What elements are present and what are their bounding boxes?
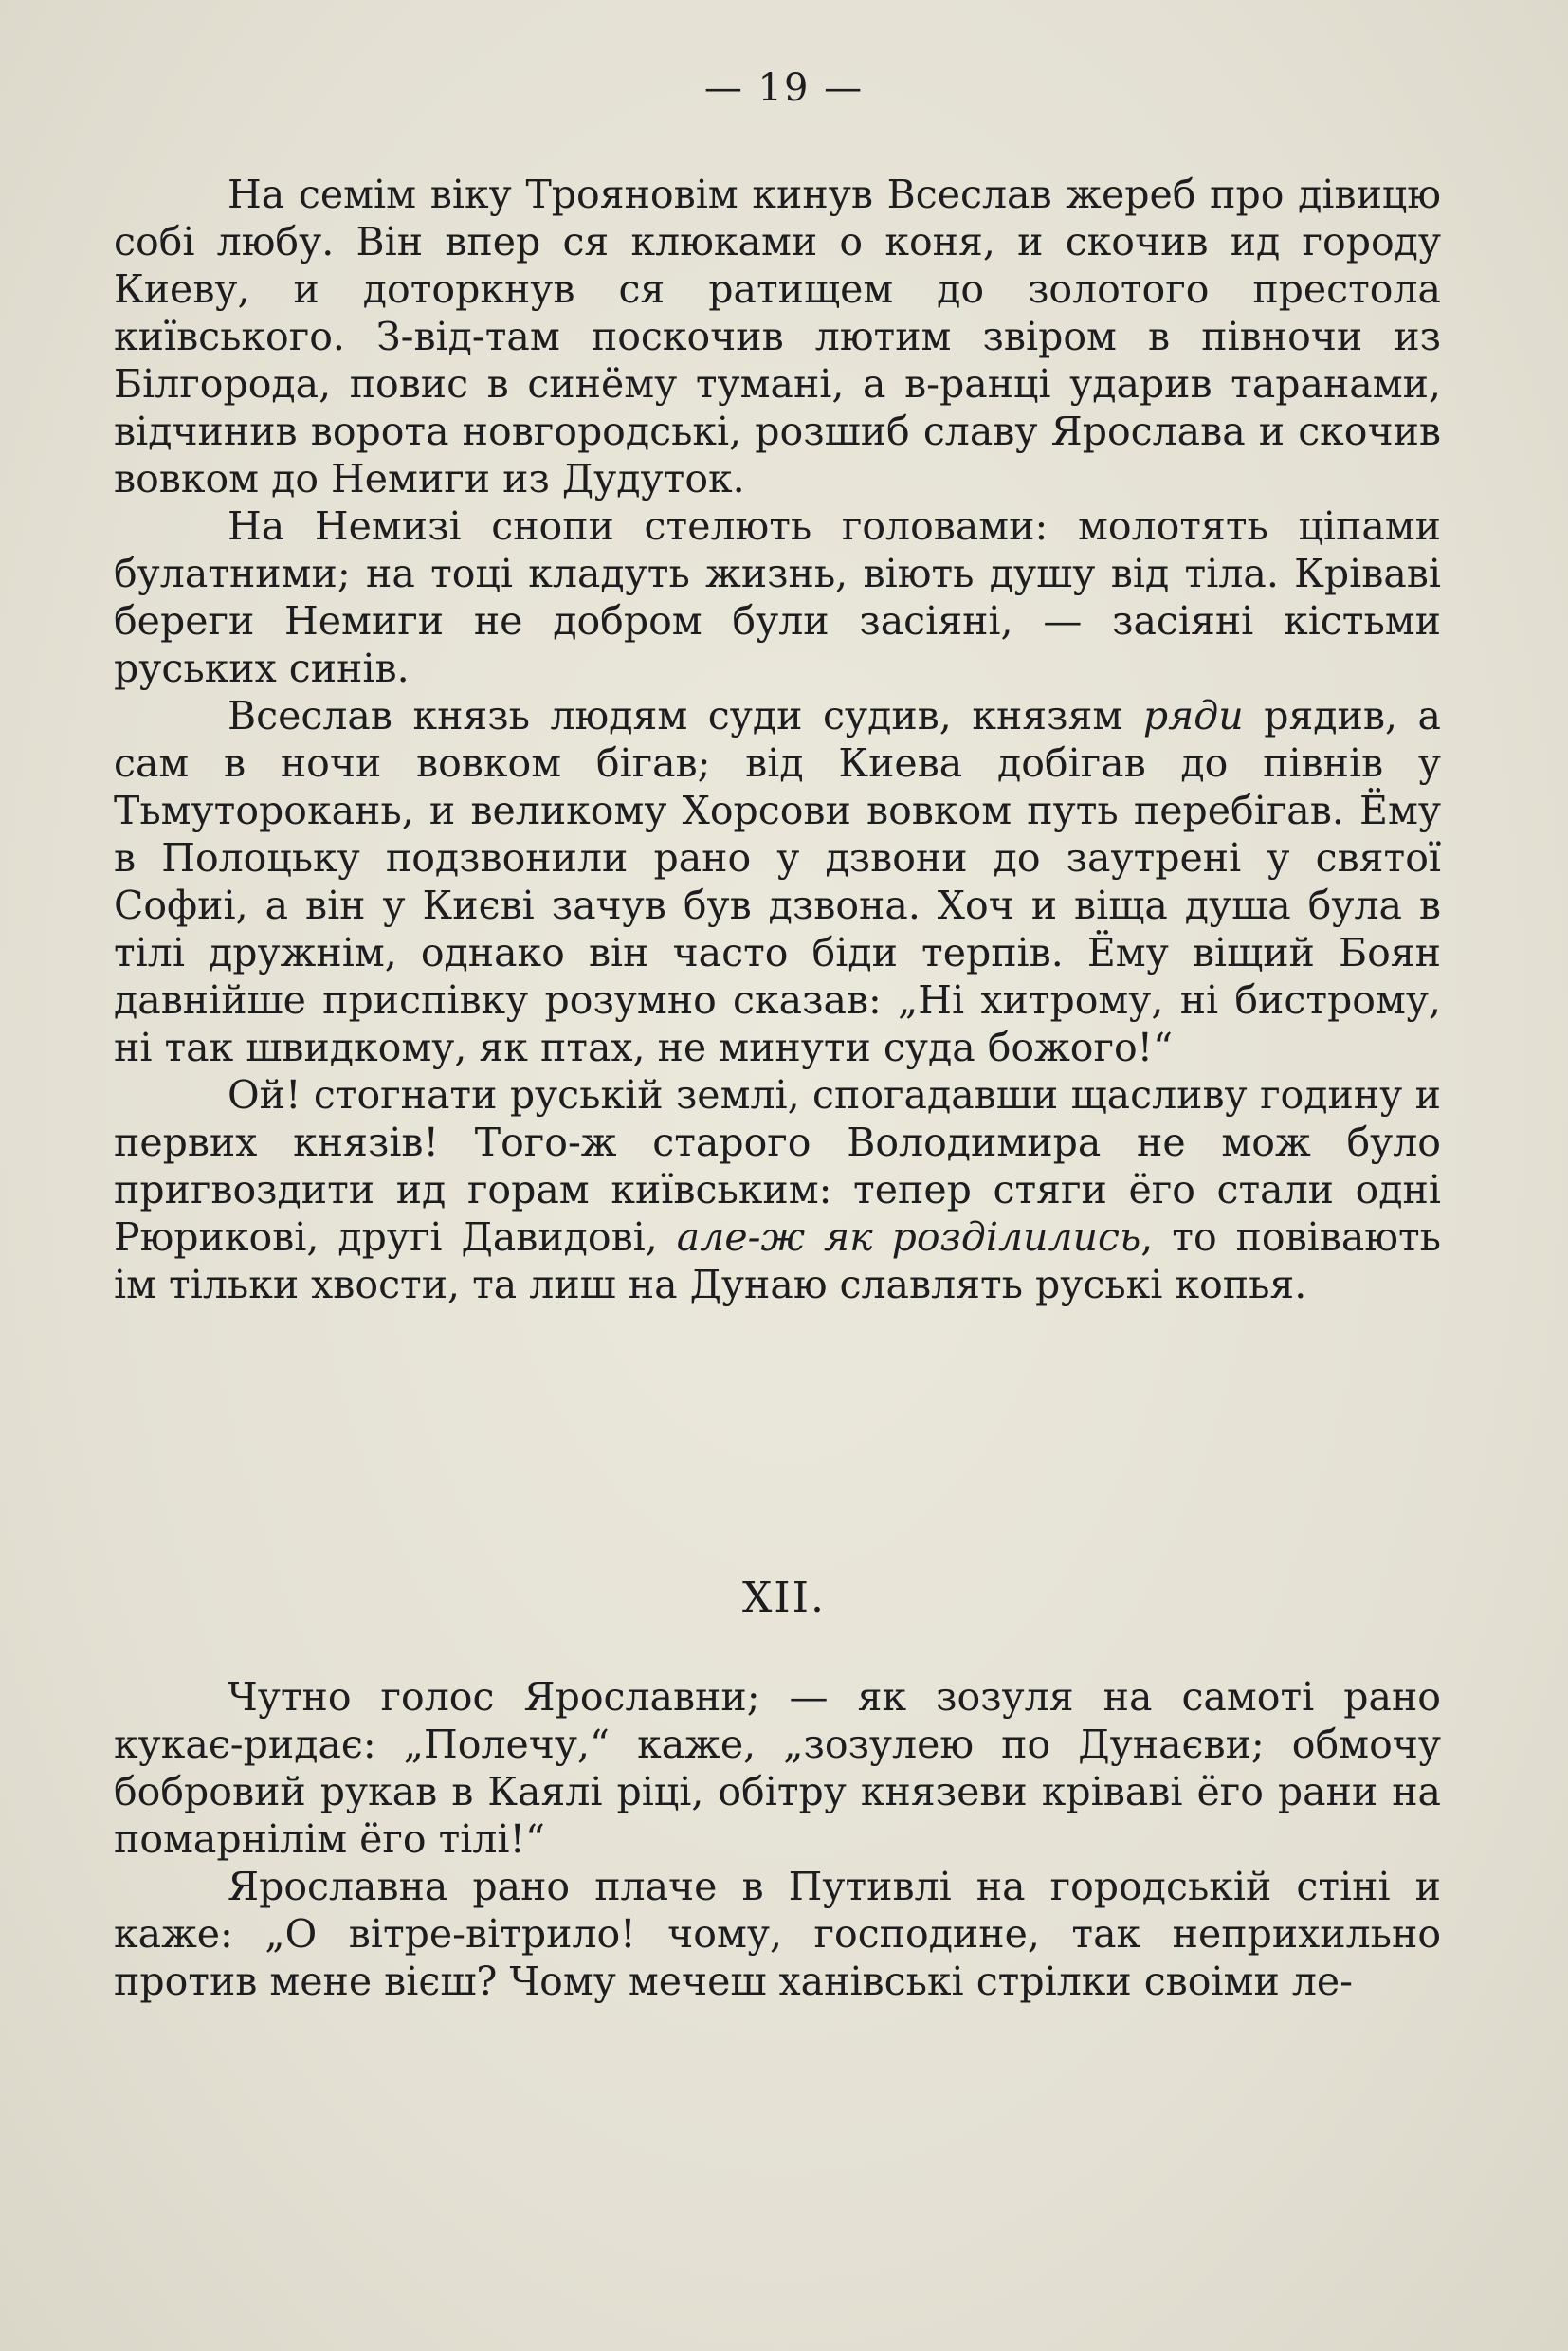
page-number: — 19 — <box>703 66 865 110</box>
paragraph <box>114 1673 1441 1863</box>
text-run: На семім віку Трояновім кинув Всеслав жереб про дівицю собі любу. Він впер ся клюками о коня, и скочив ид городу Киеву, и доторкнув ся ратищем до золотого престола київського. З-від-там поскочив лютим звіром в півночи из Білгорода, повис в синёму тумані, а в-ранці ударив таранами, відчинив ворота новгородські, розшиб славу Ярослава и скочив вовком до Немиги из Дудуток. <box>114 172 1441 501</box>
section-12-text <box>114 1673 1441 2005</box>
italic-text-run: ряди <box>1142 693 1244 738</box>
text-run: На Немизі снопи стелють головами: молотять ціпами булатними; на тоці кладуть жизнь, віють душу від тіла. Кріваві береги Немиги не добром були засіяні, — засіяні кістьми руських синів. <box>114 503 1441 691</box>
text-run: рядив, а сам в ночи вовком бігав; від Киева добігав до півнів у Тьмуторокань, и великому Хорсови вовком путь перебігав. Ёму в Полоцьку подзвонили рано у дзвони до заутрені у святої Софиі, а він у Києві зачув був дзвона. Хоч и віща душа була в тілі дружнім, однако він часто біди терпів. Ёму віщий Боян давнійше приспівку розумно сказав: „Ні хитрому, ні бистрому, ні так швидкому, як птах, не минути суда божого!“ <box>114 693 1441 1070</box>
text-run: Ой! стогнати руській землі, спогадавши щасливу годину и первих князів! Того-ж старого Володимира не мож було пригвоздити ид горам київським: тепер стяги ёго стали одні Рюрикові, другі Давидові, <box>114 1072 1441 1260</box>
paragraph <box>114 1863 1441 2005</box>
section-heading: XII. <box>741 1574 827 1622</box>
paragraph <box>114 171 1441 502</box>
text-run: , то повівають ім тільки хвости, та лиш на Дунаю славлять руські копья. <box>114 1214 1441 1307</box>
paragraph <box>114 502 1441 692</box>
text-run: Чутно голос Ярославни; — як зозуля на самоті рано кукає-ридає: „Полечу,“ каже, „зозулею по Дунаєви; обмочу бобровий рукав в Каялі ріці, обітру князеви кріваві ёго рани на помарнілім ёго тілі!“ <box>114 1674 1441 1862</box>
text-run: Всеслав князь людям суди судив, князям <box>228 693 1143 738</box>
paragraph <box>114 1071 1441 1308</box>
section-11-text <box>114 171 1441 1308</box>
text-run: Ярославна рано плаче в Путивлі на городській стіні и каже: „О вітре-вітрило! чому, господине, так неприхильно против мене вієш? Чому мечеш ханівські стрілки своіми ле- <box>114 1864 1441 2004</box>
paragraph <box>114 692 1441 1071</box>
italic-text-run: але-ж як розділились <box>676 1214 1141 1260</box>
